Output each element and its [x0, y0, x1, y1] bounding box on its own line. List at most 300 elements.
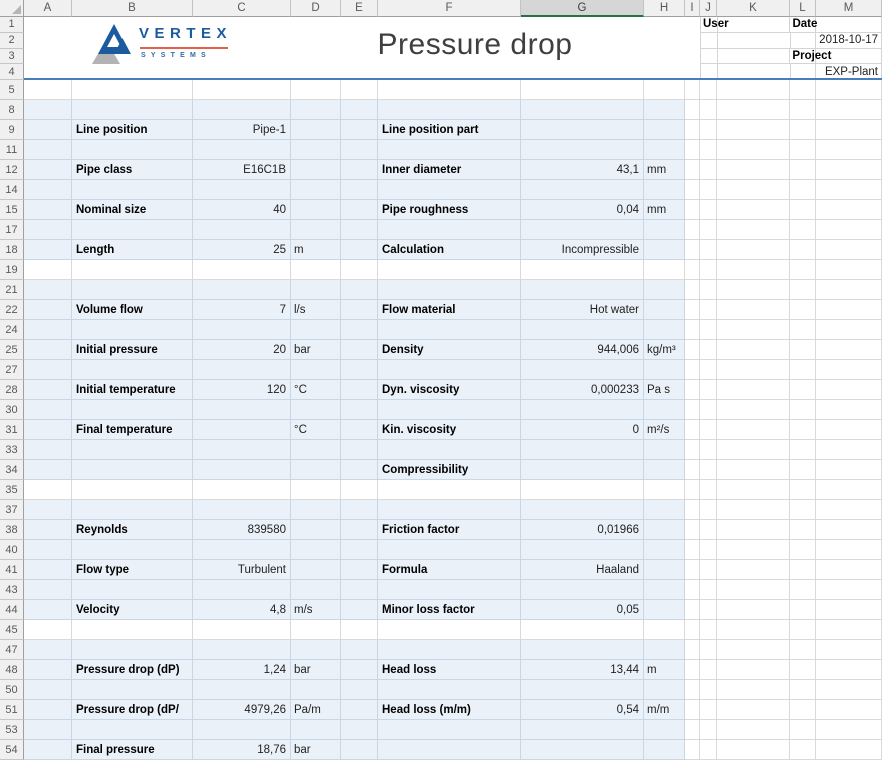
cell-I19[interactable] — [685, 260, 700, 280]
cell-J19[interactable] — [700, 260, 717, 280]
cell-B44[interactable] — [72, 600, 193, 620]
cell-C24[interactable] — [193, 320, 291, 340]
cell-K53[interactable] — [717, 720, 790, 740]
cell-J30[interactable] — [700, 400, 717, 420]
cell-B43[interactable] — [72, 580, 193, 600]
cell-M41[interactable] — [816, 560, 882, 580]
cell-E17[interactable] — [341, 220, 378, 240]
cell-J12[interactable] — [700, 160, 717, 180]
cell-M21[interactable] — [816, 280, 882, 300]
cell-A44[interactable] — [24, 600, 72, 620]
cell-J27[interactable] — [700, 360, 717, 380]
cell-C19[interactable] — [193, 260, 291, 280]
cell-B40[interactable] — [72, 540, 193, 560]
cell-A30[interactable] — [24, 400, 72, 420]
cell-I35[interactable] — [685, 480, 700, 500]
cell-L35[interactable] — [790, 480, 816, 500]
cell-B28[interactable] — [72, 380, 193, 400]
cell-E54[interactable] — [341, 740, 378, 760]
cell-B53[interactable] — [72, 720, 193, 740]
cell-H38[interactable] — [644, 520, 685, 540]
cell-L45[interactable] — [790, 620, 816, 640]
cell-C17[interactable] — [193, 220, 291, 240]
cell-K31[interactable] — [717, 420, 790, 440]
cell-I31[interactable] — [685, 420, 700, 440]
cell-I37[interactable] — [685, 500, 700, 520]
cell-G50[interactable] — [521, 680, 644, 700]
cell-L19[interactable] — [790, 260, 816, 280]
cell-M15[interactable] — [816, 200, 882, 220]
cell-M12[interactable] — [816, 160, 882, 180]
cell-B18[interactable] — [72, 240, 193, 260]
cell-L54[interactable] — [790, 740, 816, 760]
cell-M33[interactable] — [816, 440, 882, 460]
cell-D43[interactable] — [291, 580, 341, 600]
cell-B30[interactable] — [72, 400, 193, 420]
cell-B24[interactable] — [72, 320, 193, 340]
cell-L51[interactable] — [790, 700, 816, 720]
cell-F33[interactable] — [378, 440, 521, 460]
cell-L17[interactable] — [790, 220, 816, 240]
cell-L43[interactable] — [790, 580, 816, 600]
cell-B48[interactable] — [72, 660, 193, 680]
cell-G22[interactable] — [521, 300, 644, 320]
cell-D45[interactable] — [291, 620, 341, 640]
cell-H48[interactable] — [644, 660, 685, 680]
cell-C28[interactable] — [193, 380, 291, 400]
cell-E40[interactable] — [341, 540, 378, 560]
cell-K43[interactable] — [717, 580, 790, 600]
cell-G15[interactable] — [521, 200, 644, 220]
cell-M18[interactable] — [816, 240, 882, 260]
cell-A34[interactable] — [24, 460, 72, 480]
cell-J50[interactable] — [700, 680, 717, 700]
cell-L53[interactable] — [790, 720, 816, 740]
cell-J31[interactable] — [700, 420, 717, 440]
cell-I41[interactable] — [685, 560, 700, 580]
cell-L21[interactable] — [790, 280, 816, 300]
col-header-C[interactable]: C — [193, 0, 291, 17]
row-header-31[interactable]: 31 — [0, 420, 24, 440]
cell-F27[interactable] — [378, 360, 521, 380]
cell-C9[interactable] — [193, 120, 291, 140]
cell-D14[interactable] — [291, 180, 341, 200]
cell-J3[interactable] — [701, 49, 718, 65]
cell-F53[interactable] — [378, 720, 521, 740]
row-header-21[interactable]: 21 — [0, 280, 24, 300]
cell-M37[interactable] — [816, 500, 882, 520]
cell-E41[interactable] — [341, 560, 378, 580]
cell-J34[interactable] — [700, 460, 717, 480]
cell-G21[interactable] — [521, 280, 644, 300]
cell-K27[interactable] — [717, 360, 790, 380]
cell-G47[interactable] — [521, 640, 644, 660]
cell-I8[interactable] — [685, 100, 700, 120]
cell-M24[interactable] — [816, 320, 882, 340]
cell-F19[interactable] — [378, 260, 521, 280]
cell-I11[interactable] — [685, 140, 700, 160]
cell-E51[interactable] — [341, 700, 378, 720]
cell-D44[interactable] — [291, 600, 341, 620]
cell-I18[interactable] — [685, 240, 700, 260]
cell-D31[interactable] — [291, 420, 341, 440]
cell-E22[interactable] — [341, 300, 378, 320]
cell-C25[interactable] — [193, 340, 291, 360]
cell-L41[interactable] — [790, 560, 816, 580]
cell-C38[interactable] — [193, 520, 291, 540]
cell-J11[interactable] — [700, 140, 717, 160]
row-header-4[interactable]: 4 — [0, 64, 24, 80]
cell-E8[interactable] — [341, 100, 378, 120]
cell-K9[interactable] — [717, 120, 790, 140]
cell-K34[interactable] — [717, 460, 790, 480]
cell-A53[interactable] — [24, 720, 72, 740]
cell-I40[interactable] — [685, 540, 700, 560]
cell-K12[interactable] — [717, 160, 790, 180]
cell-L12[interactable] — [790, 160, 816, 180]
cell-A45[interactable] — [24, 620, 72, 640]
cell-M28[interactable] — [816, 380, 882, 400]
cell-M47[interactable] — [816, 640, 882, 660]
cell-D24[interactable] — [291, 320, 341, 340]
cell-D17[interactable] — [291, 220, 341, 240]
cell-J5[interactable] — [700, 80, 717, 100]
cell-I24[interactable] — [685, 320, 700, 340]
cell-H44[interactable] — [644, 600, 685, 620]
cell-F37[interactable] — [378, 500, 521, 520]
cell-J1[interactable] — [701, 17, 729, 33]
cell-D27[interactable] — [291, 360, 341, 380]
cell-G40[interactable] — [521, 540, 644, 560]
cell-J44[interactable] — [700, 600, 717, 620]
cell-B37[interactable] — [72, 500, 193, 520]
cell-H24[interactable] — [644, 320, 685, 340]
cell-F51[interactable] — [378, 700, 521, 720]
cell-E47[interactable] — [341, 640, 378, 660]
cell-B38[interactable] — [72, 520, 193, 540]
cell-J22[interactable] — [700, 300, 717, 320]
cell-B54[interactable] — [72, 740, 193, 760]
cell-L5[interactable] — [790, 80, 816, 100]
cell-I27[interactable] — [685, 360, 700, 380]
cell-A24[interactable] — [24, 320, 72, 340]
cell-C15[interactable] — [193, 200, 291, 220]
cell-K37[interactable] — [717, 500, 790, 520]
cell-B9[interactable] — [72, 120, 193, 140]
cell-A31[interactable] — [24, 420, 72, 440]
cell-F28[interactable] — [378, 380, 521, 400]
cell-F35[interactable] — [378, 480, 521, 500]
row-header-37[interactable]: 37 — [0, 500, 24, 520]
cell-F45[interactable] — [378, 620, 521, 640]
cell-A33[interactable] — [24, 440, 72, 460]
row-header-11[interactable]: 11 — [0, 140, 24, 160]
cell-K45[interactable] — [717, 620, 790, 640]
cell-K54[interactable] — [717, 740, 790, 760]
cell-H5[interactable] — [644, 80, 685, 100]
cell-E12[interactable] — [341, 160, 378, 180]
cell-D11[interactable] — [291, 140, 341, 160]
row-header-22[interactable]: 22 — [0, 300, 24, 320]
cell-M38[interactable] — [816, 520, 882, 540]
cell-B50[interactable] — [72, 680, 193, 700]
cell-G17[interactable] — [521, 220, 644, 240]
cell-D37[interactable] — [291, 500, 341, 520]
cell-C27[interactable] — [193, 360, 291, 380]
cell-M40[interactable] — [816, 540, 882, 560]
cell-J17[interactable] — [700, 220, 717, 240]
cell-I9[interactable] — [685, 120, 700, 140]
cell-I54[interactable] — [685, 740, 700, 760]
cell-L31[interactable] — [790, 420, 816, 440]
cell-A9[interactable] — [24, 120, 72, 140]
cell-D21[interactable] — [291, 280, 341, 300]
cell-F11[interactable] — [378, 140, 521, 160]
cell-H54[interactable] — [644, 740, 685, 760]
cell-A15[interactable] — [24, 200, 72, 220]
cell-J35[interactable] — [700, 480, 717, 500]
cell-C48[interactable] — [193, 660, 291, 680]
cell-K17[interactable] — [717, 220, 790, 240]
cell-L48[interactable] — [790, 660, 816, 680]
cell-I15[interactable] — [685, 200, 700, 220]
cell-C50[interactable] — [193, 680, 291, 700]
cell-E30[interactable] — [341, 400, 378, 420]
cell-B27[interactable] — [72, 360, 193, 380]
cell-G9[interactable] — [521, 120, 644, 140]
cell-J37[interactable] — [700, 500, 717, 520]
cell-D38[interactable] — [291, 520, 341, 540]
cell-K44[interactable] — [717, 600, 790, 620]
cell-A40[interactable] — [24, 540, 72, 560]
cell-M11[interactable] — [816, 140, 882, 160]
cell-B25[interactable] — [72, 340, 193, 360]
cell-M44[interactable] — [816, 600, 882, 620]
cell-D30[interactable] — [291, 400, 341, 420]
cell-M9[interactable] — [816, 120, 882, 140]
cell-B5[interactable] — [72, 80, 193, 100]
cell-L22[interactable] — [790, 300, 816, 320]
cell-H47[interactable] — [644, 640, 685, 660]
cell-D54[interactable] — [291, 740, 341, 760]
cell-E27[interactable] — [341, 360, 378, 380]
cell-I38[interactable] — [685, 520, 700, 540]
cell-E15[interactable] — [341, 200, 378, 220]
cell-E48[interactable] — [341, 660, 378, 680]
row-header-3[interactable]: 3 — [0, 49, 24, 65]
cell-I48[interactable] — [685, 660, 700, 680]
cell-A50[interactable] — [24, 680, 72, 700]
cell-H51[interactable] — [644, 700, 685, 720]
cell-H15[interactable] — [644, 200, 685, 220]
cell-C37[interactable] — [193, 500, 291, 520]
cell-E37[interactable] — [341, 500, 378, 520]
cell-F15[interactable] — [378, 200, 521, 220]
cell-M25[interactable] — [816, 340, 882, 360]
row-header-27[interactable]: 27 — [0, 360, 24, 380]
row-header-34[interactable]: 34 — [0, 460, 24, 480]
cell-I53[interactable] — [685, 720, 700, 740]
cell-B41[interactable] — [72, 560, 193, 580]
cell-K21[interactable] — [717, 280, 790, 300]
cell-M35[interactable] — [816, 480, 882, 500]
cell-K2[interactable] — [718, 33, 791, 49]
cell-H41[interactable] — [644, 560, 685, 580]
cell-C41[interactable] — [193, 560, 291, 580]
cell-D8[interactable] — [291, 100, 341, 120]
cell-B11[interactable] — [72, 140, 193, 160]
cell-D33[interactable] — [291, 440, 341, 460]
cell-A43[interactable] — [24, 580, 72, 600]
cell-M30[interactable] — [816, 400, 882, 420]
row-header-9[interactable]: 9 — [0, 120, 24, 140]
cell-A11[interactable] — [24, 140, 72, 160]
cell-L24[interactable] — [790, 320, 816, 340]
cell-B51[interactable] — [72, 700, 193, 720]
cell-F9[interactable] — [378, 120, 521, 140]
cell-F41[interactable] — [378, 560, 521, 580]
row-header-30[interactable]: 30 — [0, 400, 24, 420]
cell-K22[interactable] — [717, 300, 790, 320]
cell-M54[interactable] — [816, 740, 882, 760]
cell-H27[interactable] — [644, 360, 685, 380]
cell-B21[interactable] — [72, 280, 193, 300]
cell-I43[interactable] — [685, 580, 700, 600]
cell-C33[interactable] — [193, 440, 291, 460]
cell-K35[interactable] — [717, 480, 790, 500]
cell-M43[interactable] — [816, 580, 882, 600]
cell-H14[interactable] — [644, 180, 685, 200]
cell-G12[interactable] — [521, 160, 644, 180]
cell-D9[interactable] — [291, 120, 341, 140]
cell-L47[interactable] — [790, 640, 816, 660]
row-header-47[interactable]: 47 — [0, 640, 24, 660]
cell-C18[interactable] — [193, 240, 291, 260]
cell-F18[interactable] — [378, 240, 521, 260]
col-header-I[interactable]: I — [685, 0, 700, 17]
cell-K41[interactable] — [717, 560, 790, 580]
cell-M31[interactable] — [816, 420, 882, 440]
cell-I45[interactable] — [685, 620, 700, 640]
cell-K28[interactable] — [717, 380, 790, 400]
cell-M14[interactable] — [816, 180, 882, 200]
cell-J33[interactable] — [700, 440, 717, 460]
row-header-18[interactable]: 18 — [0, 240, 24, 260]
row-header-19[interactable]: 19 — [0, 260, 24, 280]
cell-J53[interactable] — [700, 720, 717, 740]
col-header-B[interactable]: B — [72, 0, 193, 17]
cell-A17[interactable] — [24, 220, 72, 240]
cell-F21[interactable] — [378, 280, 521, 300]
cell-C43[interactable] — [193, 580, 291, 600]
cell-G34[interactable] — [521, 460, 644, 480]
cell-F12[interactable] — [378, 160, 521, 180]
cell-I21[interactable] — [685, 280, 700, 300]
cell-H9[interactable] — [644, 120, 685, 140]
cell-F14[interactable] — [378, 180, 521, 200]
cell-D5[interactable] — [291, 80, 341, 100]
cell-M5[interactable] — [816, 80, 882, 100]
cell-H50[interactable] — [644, 680, 685, 700]
cell-H25[interactable] — [644, 340, 685, 360]
cell-C47[interactable] — [193, 640, 291, 660]
cell-B12[interactable] — [72, 160, 193, 180]
cell-G19[interactable] — [521, 260, 644, 280]
cell-M19[interactable] — [816, 260, 882, 280]
row-header-43[interactable]: 43 — [0, 580, 24, 600]
cell-K24[interactable] — [717, 320, 790, 340]
cell-J48[interactable] — [700, 660, 717, 680]
cell-H11[interactable] — [644, 140, 685, 160]
cell-J21[interactable] — [700, 280, 717, 300]
cell-E18[interactable] — [341, 240, 378, 260]
cell-M51[interactable] — [816, 700, 882, 720]
cell-H34[interactable] — [644, 460, 685, 480]
cell-A5[interactable] — [24, 80, 72, 100]
cell-E34[interactable] — [341, 460, 378, 480]
cell-I34[interactable] — [685, 460, 700, 480]
cell-B8[interactable] — [72, 100, 193, 120]
cell-E44[interactable] — [341, 600, 378, 620]
cell-E21[interactable] — [341, 280, 378, 300]
cell-L34[interactable] — [790, 460, 816, 480]
cell-K51[interactable] — [717, 700, 790, 720]
cell-D28[interactable] — [291, 380, 341, 400]
cell-C30[interactable] — [193, 400, 291, 420]
cell-F34[interactable] — [378, 460, 521, 480]
col-header-H[interactable]: H — [644, 0, 685, 17]
cell-C31[interactable] — [193, 420, 291, 440]
cell-M1[interactable] — [816, 17, 882, 33]
cell-D51[interactable] — [291, 700, 341, 720]
cell-J47[interactable] — [700, 640, 717, 660]
cell-H8[interactable] — [644, 100, 685, 120]
cell-H35[interactable] — [644, 480, 685, 500]
cell-E53[interactable] — [341, 720, 378, 740]
cell-F38[interactable] — [378, 520, 521, 540]
cell-F54[interactable] — [378, 740, 521, 760]
cell-G31[interactable] — [521, 420, 644, 440]
cell-J14[interactable] — [700, 180, 717, 200]
cell-G48[interactable] — [521, 660, 644, 680]
cell-G35[interactable] — [521, 480, 644, 500]
row-header-2[interactable]: 2 — [0, 33, 24, 49]
cell-G11[interactable] — [521, 140, 644, 160]
cell-K25[interactable] — [717, 340, 790, 360]
cell-L9[interactable] — [790, 120, 816, 140]
cell-K38[interactable] — [717, 520, 790, 540]
cell-I50[interactable] — [685, 680, 700, 700]
cell-I17[interactable] — [685, 220, 700, 240]
cell-H30[interactable] — [644, 400, 685, 420]
cell-M17[interactable] — [816, 220, 882, 240]
cell-H53[interactable] — [644, 720, 685, 740]
cell-M2[interactable] — [816, 33, 882, 49]
cell-C22[interactable] — [193, 300, 291, 320]
col-header-D[interactable]: D — [291, 0, 341, 17]
cell-D48[interactable] — [291, 660, 341, 680]
cell-L18[interactable] — [790, 240, 816, 260]
cell-E14[interactable] — [341, 180, 378, 200]
cell-C5[interactable] — [193, 80, 291, 100]
row-header-44[interactable]: 44 — [0, 600, 24, 620]
row-header-1[interactable]: 1 — [0, 17, 24, 33]
cell-D35[interactable] — [291, 480, 341, 500]
cell-E45[interactable] — [341, 620, 378, 640]
cell-H19[interactable] — [644, 260, 685, 280]
cell-L15[interactable] — [790, 200, 816, 220]
col-header-A[interactable]: A — [24, 0, 72, 17]
